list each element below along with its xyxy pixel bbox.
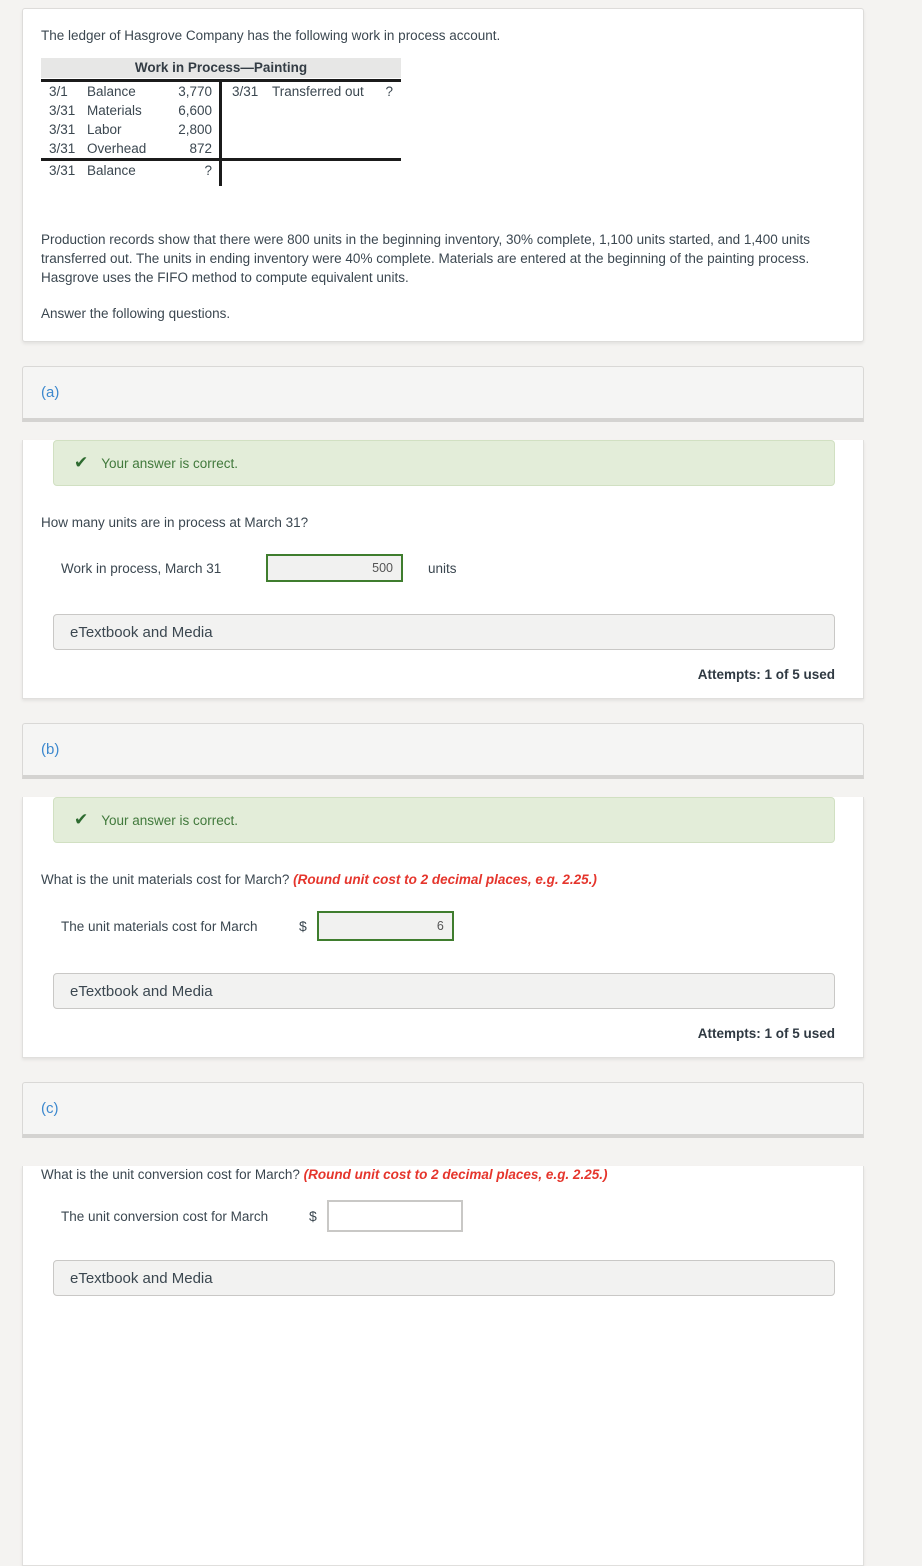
section-c: [22, 1082, 864, 1566]
entry-desc: Overhead: [87, 141, 147, 156]
entry-amount: 6,600: [178, 103, 212, 118]
entry-amount: 2,800: [178, 122, 212, 137]
section-a-label: (a): [41, 384, 60, 401]
t-account-row: [41, 139, 219, 158]
etextbook-media-button[interactable]: eTextbook and Media: [53, 973, 835, 1009]
t-account-row: [222, 82, 401, 101]
entry-date: 3/1: [49, 84, 68, 99]
t-account-spacer: [41, 180, 219, 186]
etextbook-media-button[interactable]: eTextbook and Media: [53, 614, 835, 650]
section-b-label: (b): [41, 741, 60, 758]
entry-date: 3/31: [49, 103, 76, 118]
answer-row-a: [61, 554, 863, 582]
question-text: What is the unit conversion cost for March?: [41, 1167, 300, 1182]
t-account-title: Work in Process—Painting: [41, 58, 401, 78]
entry-date: 3/31: [49, 163, 76, 178]
dollar-sign: $: [299, 918, 307, 934]
answer-label: Work in process, March 31: [61, 560, 222, 576]
answer-row-b: [61, 911, 863, 941]
question-a: How many units are in process at March 31?: [41, 515, 309, 530]
unit-materials-cost-input[interactable]: [317, 911, 454, 941]
t-account-row: [41, 101, 219, 120]
section-b-header: [22, 723, 864, 779]
section-b-content: [22, 797, 864, 1058]
banner-text: Your answer is correct.: [101, 455, 239, 471]
entry-desc: Materials: [87, 103, 142, 118]
t-account-row: [41, 120, 219, 139]
t-account-spacer: [222, 101, 401, 158]
entry-date: 3/31: [49, 141, 76, 156]
t-account-credit-column: [222, 82, 401, 186]
etextbook-media-button[interactable]: eTextbook and Media: [53, 1260, 835, 1296]
problem-body: Production records show that there were 800 units in the beginning inventory, 30% complete, 1,100 units started, and 1,400 units transferred out. The units in ending inventory were 40% complete. Materials are entered at the beginning of the painting process. Hasgrove uses the FIFO method to compute equivalent units.: [41, 232, 810, 285]
t-account-total-rule: [222, 158, 401, 161]
section-c-content: [22, 1166, 864, 1566]
rounding-instruction: (Round unit cost to 2 decimal places, e.g. 2.25.): [303, 1167, 608, 1182]
attempts-counter: Attempts: 1 of 5 used: [697, 1026, 835, 1041]
question-b: [41, 871, 845, 889]
entry-amount: 3,770: [178, 84, 212, 99]
entry-amount: 872: [189, 141, 212, 156]
answer-label: The unit conversion cost for March: [61, 1208, 269, 1224]
answer-suffix: units: [428, 560, 457, 576]
section-a: [22, 366, 864, 699]
t-account-row: [41, 82, 219, 101]
entry-desc: Labor: [87, 122, 122, 137]
entry-desc: Transferred out: [272, 84, 364, 99]
t-account-balance-row: [41, 161, 219, 180]
entry-amount: ?: [385, 84, 393, 99]
units-in-process-input[interactable]: [266, 554, 403, 582]
problem-statement-card: [22, 8, 864, 342]
answer-prompt: Answer the following questions.: [41, 306, 231, 321]
section-a-header: [22, 366, 864, 422]
t-account-debit-column: [41, 82, 219, 186]
checkmark-icon: ✔: [74, 810, 89, 829]
answer-label: The unit materials cost for March: [61, 918, 258, 934]
work-in-process-t-account: [41, 58, 401, 186]
unit-conversion-cost-input[interactable]: [327, 1200, 463, 1232]
question-text: What is the unit materials cost for March?: [41, 872, 290, 887]
attempts-counter: Attempts: 1 of 5 used: [697, 667, 835, 682]
t-account-body: [41, 79, 401, 186]
entry-date: 3/31: [49, 122, 76, 137]
section-a-content: [22, 440, 864, 699]
entry-date: 3/31: [232, 84, 259, 99]
correct-answer-banner: [53, 797, 835, 843]
problem-intro: The ledger of Hasgrove Company has the following work in process account.: [41, 28, 501, 43]
answer-row-c: [61, 1200, 863, 1232]
entry-desc: Balance: [87, 163, 136, 178]
section-c-header: [22, 1082, 864, 1138]
dollar-sign: $: [309, 1208, 317, 1224]
section-c-label: (c): [41, 1100, 59, 1117]
question-c: [41, 1166, 845, 1184]
entry-amount: ?: [204, 163, 212, 178]
correct-answer-banner: [53, 440, 835, 486]
banner-text: Your answer is correct.: [101, 812, 239, 828]
entry-desc: Balance: [87, 84, 136, 99]
section-b: [22, 723, 864, 1058]
rounding-instruction: (Round unit cost to 2 decimal places, e.g. 2.25.): [293, 872, 597, 887]
checkmark-icon: ✔: [74, 453, 89, 472]
